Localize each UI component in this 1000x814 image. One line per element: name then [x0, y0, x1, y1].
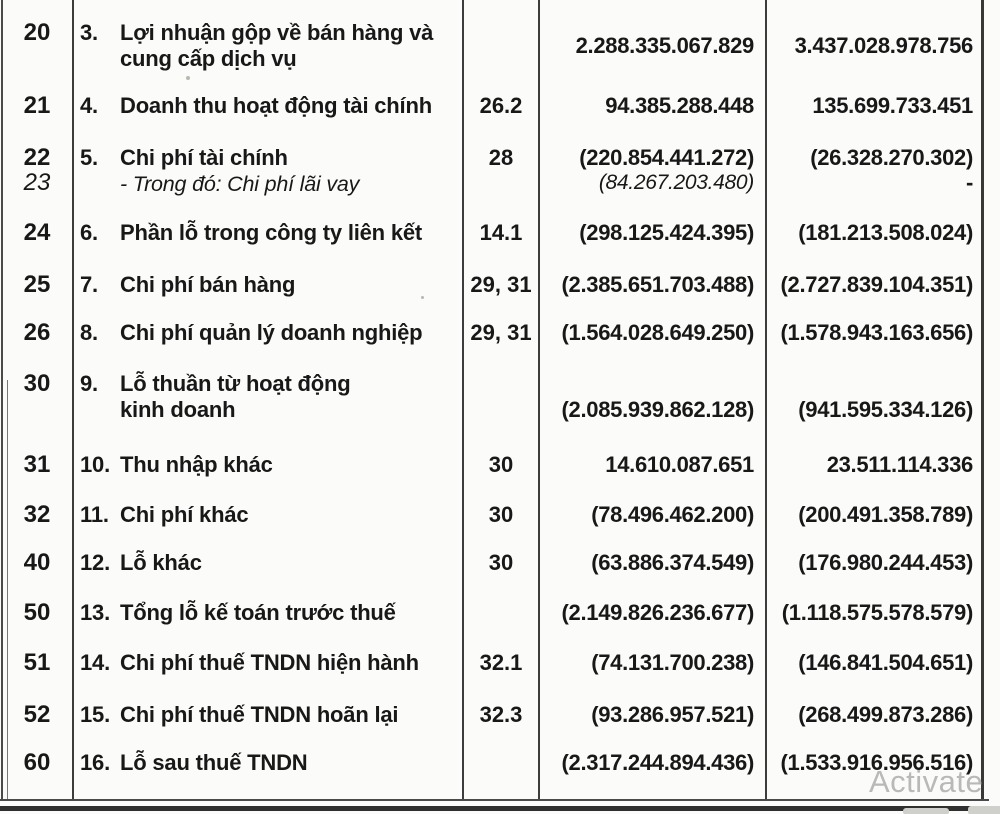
- code-cell: 20: [23, 19, 51, 46]
- value-current-cell: (78.496.462.200): [591, 502, 754, 527]
- activate-windows-watermark: Activate: [869, 764, 984, 799]
- item-label: Phần lỗ trong công ty liên kết: [120, 220, 423, 245]
- description-cell: [74, 272, 464, 298]
- watermark-fragment: [968, 806, 1000, 814]
- item-number: 10.: [80, 452, 110, 477]
- table-row: [0, 452, 983, 478]
- table-row: [0, 650, 983, 676]
- value-current-cell: (63.886.374.549): [591, 550, 754, 575]
- table-bottom-rule-thick: [0, 806, 997, 811]
- table-row: [0, 220, 983, 246]
- code-cell: 31: [23, 451, 51, 478]
- table-row: [0, 502, 983, 528]
- value-prior-cell: (181.213.508.024): [798, 220, 973, 245]
- item-label: Tổng lỗ kế toán trước thuế: [120, 600, 396, 625]
- note-cell: 29, 31: [470, 272, 532, 297]
- note-cell: 14.1: [479, 220, 523, 245]
- value-current-cell: 14.610.087.651: [605, 452, 754, 477]
- note-cell: 26.2: [479, 93, 523, 118]
- value-current-cell: (93.286.957.521): [591, 702, 754, 727]
- item-number: 12.: [80, 550, 110, 575]
- code-value-sub: 23: [23, 169, 51, 196]
- value-prior-cell: (1.533.916.956.516): [780, 750, 973, 775]
- description-cell: [74, 600, 464, 626]
- value-prior-cell: (1.578.943.163.656): [780, 320, 973, 345]
- value-prior-cell: (176.980.244.453): [798, 550, 973, 575]
- item-sublabel: - Trong đó: Chi phí lãi vay: [120, 172, 360, 196]
- item-label: Lỗ thuần từ hoạt động: [120, 371, 351, 396]
- table-row: [0, 371, 983, 423]
- note-cell: 30: [488, 452, 514, 477]
- description-cell: [74, 750, 464, 776]
- value-current-cell: [538, 145, 766, 195]
- description-cell: [74, 93, 464, 119]
- table-row: [0, 750, 983, 776]
- item-label: Chi phí thuế TNDN hiện hành: [120, 650, 419, 675]
- item-label: Doanh thu hoạt động tài chính: [120, 93, 432, 118]
- description-cell: [74, 220, 464, 246]
- item-label: Thu nhập khác: [120, 452, 273, 477]
- table-row: [0, 550, 983, 576]
- value-prior-cell: 3.437.028.978.756: [794, 33, 973, 58]
- table-bottom-rule-thin: [0, 799, 989, 801]
- item-label: Chi phí tài chính: [120, 145, 288, 170]
- code-cell: 21: [23, 92, 51, 119]
- item-number: 7.: [80, 272, 98, 297]
- item-label: Chi phí khác: [120, 502, 249, 527]
- value-prior-cell: 23.511.114.336: [826, 452, 973, 477]
- item-number: 16.: [80, 750, 110, 775]
- code-cell: 40: [23, 549, 51, 576]
- table-row: [0, 272, 983, 298]
- value-prior-cell: (146.841.504.651): [798, 650, 973, 675]
- code-cell: 25: [23, 271, 51, 298]
- item-number: 4.: [80, 93, 98, 118]
- note-cell: 30: [488, 502, 514, 527]
- item-label-line2: cung cấp dịch vụ: [120, 46, 297, 71]
- item-label: Chi phí bán hàng: [120, 272, 296, 297]
- note-cell: 30: [488, 550, 514, 575]
- value-current-cell: (2.385.651.703.488): [561, 272, 754, 297]
- value-current-cell: (2.085.939.862.128): [561, 397, 754, 422]
- item-number: 13.: [80, 600, 110, 625]
- item-label-line2: kinh doanh: [120, 397, 236, 422]
- value-current-cell: (1.564.028.649.250): [561, 320, 754, 345]
- description-cell: [74, 320, 464, 346]
- item-number: 11.: [80, 502, 109, 527]
- item-number: 6.: [80, 220, 98, 245]
- item-number: 5.: [80, 145, 98, 170]
- item-label: Chi phí quản lý doanh nghiệp: [120, 320, 423, 345]
- value-current-cell: (74.131.700.238): [591, 650, 754, 675]
- description-cell: [74, 20, 464, 72]
- value-current-cell: 94.385.288.448: [605, 93, 754, 118]
- value-current-cell: 2.288.335.067.829: [575, 33, 754, 58]
- item-number: 9.: [80, 371, 98, 396]
- item-label: Lợi nhuận gộp về bán hàng và: [120, 20, 434, 45]
- code-cell: 60: [23, 749, 51, 776]
- code-cell: 50: [23, 599, 51, 626]
- item-label: Lỗ khác: [120, 550, 202, 575]
- item-number: 14.: [80, 650, 110, 675]
- description-cell: [74, 702, 464, 728]
- item-label: Chi phí thuế TNDN hoãn lại: [120, 702, 399, 727]
- value-prior-cell: (268.499.873.286): [798, 702, 973, 727]
- value-prior-cell: (2.727.839.104.351): [780, 272, 973, 297]
- code-cell: [0, 145, 74, 195]
- table-border-left-inner: [7, 380, 8, 801]
- description-cell: [74, 650, 464, 676]
- code-cell: 51: [23, 649, 51, 676]
- value-current: (220.854.441.272): [579, 145, 754, 170]
- code-cell: 52: [23, 701, 51, 728]
- description-cell: [74, 452, 464, 478]
- code-value: 22: [23, 144, 51, 171]
- value-current-sub: (84.267.203.480): [598, 171, 754, 194]
- code-cell: 32: [23, 501, 51, 528]
- value-current-cell: (2.149.826.236.677): [561, 600, 754, 625]
- description-cell: [74, 502, 464, 528]
- table-row: [0, 20, 983, 72]
- table-row: [0, 145, 983, 197]
- note-cell: 32.1: [479, 650, 523, 675]
- table-row: [0, 702, 983, 728]
- value-prior-sub: -: [965, 170, 973, 195]
- table-row: [0, 320, 983, 346]
- item-number: 3.: [80, 20, 98, 45]
- watermark-fragment: [903, 808, 949, 814]
- item-number: 15.: [80, 702, 110, 727]
- code-cell: 24: [23, 219, 51, 246]
- table-row: [0, 600, 983, 626]
- value-prior: (26.328.270.302): [810, 145, 973, 170]
- description-cell: [74, 145, 464, 197]
- value-prior-cell: 135.699.733.451: [812, 93, 973, 118]
- note-cell: 32.3: [479, 702, 523, 727]
- note-cell: 28: [488, 145, 514, 170]
- value-prior-cell: [766, 145, 983, 195]
- value-prior-cell: (200.491.358.789): [798, 502, 973, 527]
- value-current-cell: (298.125.424.395): [579, 220, 754, 245]
- item-number: 8.: [80, 320, 98, 345]
- code-cell: 30: [23, 370, 51, 397]
- value-prior-cell: (941.595.334.126): [798, 397, 973, 422]
- description-cell: [74, 371, 464, 423]
- value-prior-cell: (1.118.575.578.579): [781, 600, 973, 625]
- scan-speck: [186, 76, 190, 80]
- table-row: [0, 93, 983, 119]
- value-current-cell: (2.317.244.894.436): [561, 750, 754, 775]
- note-cell: 29, 31: [470, 320, 532, 345]
- item-label: Lỗ sau thuế TNDN: [120, 750, 308, 775]
- description-cell: [74, 550, 464, 576]
- code-cell: 26: [23, 319, 51, 346]
